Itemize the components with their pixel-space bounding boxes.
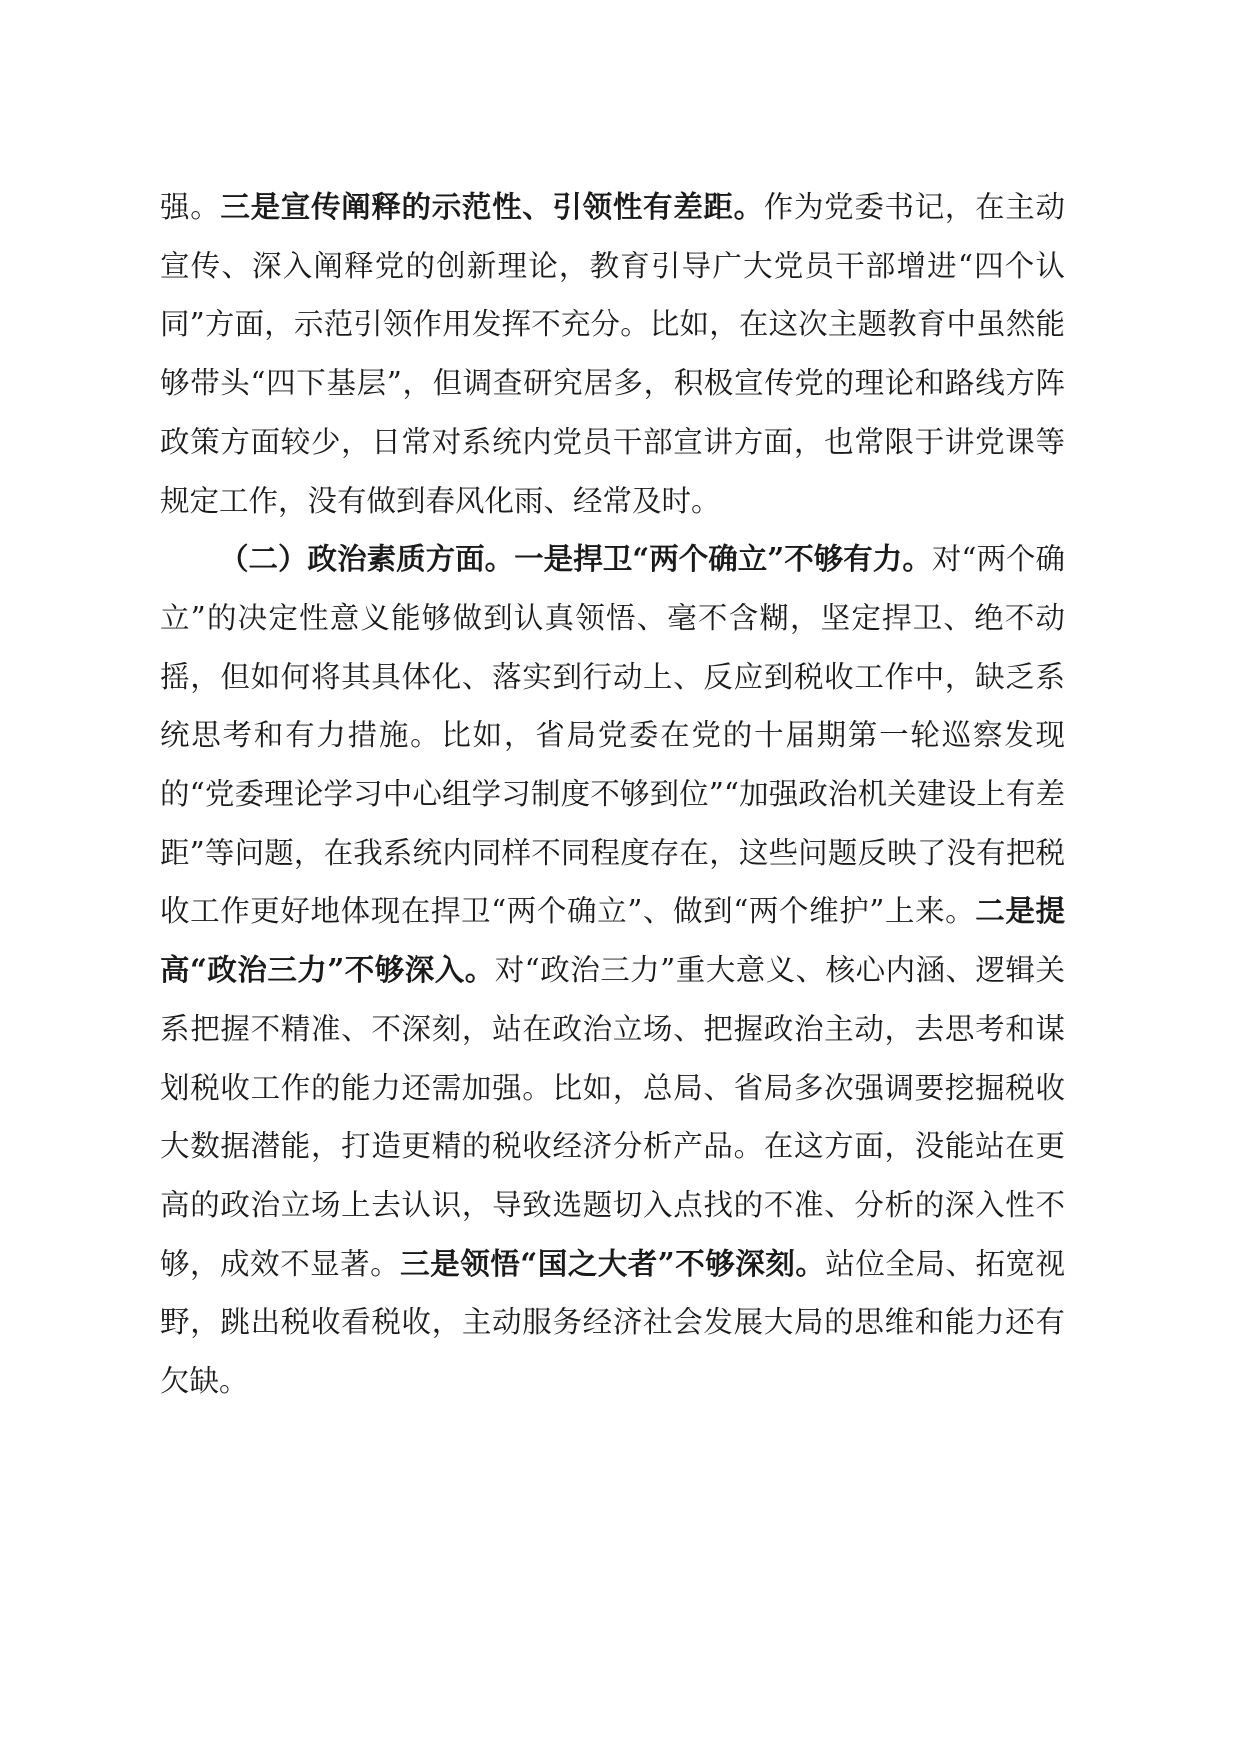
paragraph-2-run-4: 对“政治三力”重大意义、核心内涵、逻辑关系把握不精准、不深刻，站在政治立场、把握政治主动，去思考和谋划税收工作的能力还需加强。比如，总局、省局多次强调要挖掘税收大数据潜能，打造更精的税收经济分析产品。在这方面，没能站在更高的政治立场上去认识，导致选题切入点找的不准、分析的深入性不够，成效不显著。 (160, 953, 1065, 1281)
paragraph-1-heading-run: 三是宣传阐释的示范性、引领性有差距。 (220, 189, 764, 224)
document-page (160, 178, 1065, 1411)
paragraph-2 (160, 530, 1065, 1411)
section-heading-political-quality: （二）政治素质方面。一是捍卫“两个确立”不够有力。 (219, 541, 932, 577)
paragraph-1-run-1: 强。 (160, 190, 221, 224)
paragraph-2-heading-run-3: 三是领悟“国之大者”不够深刻。 (400, 1245, 826, 1281)
paragraph-2-run-2: 对“两个确立”的决定性意义能够做到认真领悟、毫不含糊，坚定捍卫、绝不动摇，但如何将其具体化、落实到行动上、反应到税收工作中，缺乏系统思考和有力措施。比如，省局党委在党的十届期第一轮巡察发现的“党委理论学习中心组学习制度不够到位”“加强政治机关建设上有差距”等问题，在我系统内同样不同程度存在，这些问题反映了没有把税收工作更好地体现在捍卫“两个确立”、做到“两个维护”上来。 (160, 542, 1065, 929)
paragraph-1 (160, 178, 1065, 530)
paragraph-1-run-3: 作为党委书记，在主动宣传、深入阐释党的创新理论，教育引导广大党员干部增进“四个认同”方面，示范引领作用发挥不充分。比如，在这次主题教育中虽然能够带头“四下基层”，但调查研究居多，积极宣传党的理论和路线方阵政策方面较少，日常对系统内党员干部宣讲方面，也常限于讲党课等规定工作，没有做到春风化雨、经常及时。 (160, 190, 1065, 518)
paragraph-2-run-6: 站位全局、拓宽视野，跳出税收看税收，主动服务经济社会发展大局的思维和能力还有欠缺。 (160, 1246, 1065, 1399)
paragraph-2-heading-run-2: 二是提高“政治三力”不够深入。 (160, 893, 1065, 988)
